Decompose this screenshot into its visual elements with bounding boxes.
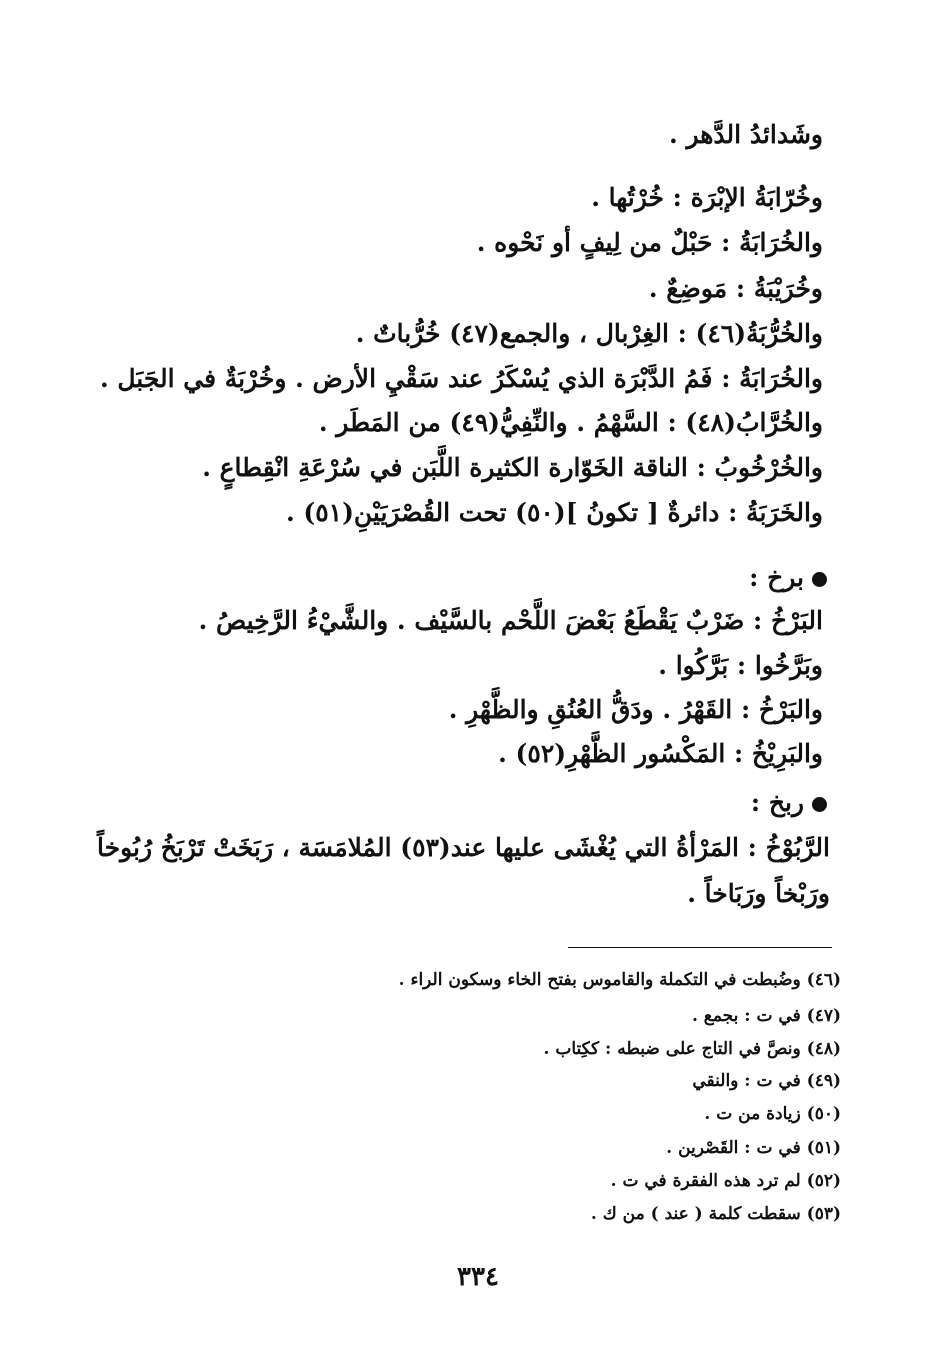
footnote-51: (٥١) في ت : القَصْرين .	[666, 1138, 841, 1158]
footnote-46: (٤٦) وضُبطت في التكملة والقاموس بفتح الخاء وسكون الراء .	[398, 970, 841, 990]
body-line-6: والخُرَابَةُ : فَمُ الدَّبْرَة الذي يُسْكَرُ عند سَقْيِ الأرض . وخُرْبَةٌ في الجَبَل .	[99, 364, 823, 393]
body-line-2: وخُرّابَةُ الإبْرَة : خُرْتُها .	[591, 183, 823, 212]
barkh-line-1: البَرْخُ : ضَرْبٌ يَقْطَعُ بَعْضَ اللَّحْم بالسَّيْف . والشَّيْءُ الرَّخِيصُ .	[198, 606, 823, 635]
footnote-divider	[568, 947, 832, 948]
barkh-line-2: وبَرَّخُوا : بَرَّكُوا .	[658, 651, 823, 680]
section-heading-rabkh-text: ربخ :	[750, 788, 804, 817]
barkh-line-4: والبَرِيْخُ : المَكْسُور الظَّهْرِ(٥٢) .	[498, 739, 823, 768]
footnote-50: (٥٠) زيادة من ت .	[704, 1104, 841, 1124]
body-line-4: وخُرَيْبَةُ : مَوضِعٌ .	[648, 274, 823, 303]
section-heading-barkh	[749, 561, 827, 595]
bullet-icon	[812, 797, 827, 812]
footnote-53: (٥٣) سقطت كلمة ( عند ) من ك .	[590, 1204, 841, 1224]
body-line-9: والخَرَبَةُ : دائرةٌ [ تكونُ ](٥٠) تحت القُصْرَيَيْنِ(٥١) .	[285, 498, 823, 527]
barkh-line-3: والبَرْخُ : القَهْرُ . ودَقُّ العُنُقِ والظَّهْرِ .	[448, 695, 823, 724]
rabkh-line-2: ورَبْخاً ورَبَاخاً .	[687, 879, 830, 908]
footnote-48: (٤٨) ونصَّ في التاج على ضبطه : ككِتاب .	[543, 1039, 841, 1059]
footnote-47: (٤٧) في ت : بجمع .	[691, 1006, 841, 1026]
body-line-7: والخُرَّابُ(٤٨) : السَّهْمُ . والنِّفِيُّ(٤٩) من المَطَر .	[318, 408, 823, 437]
body-line-8: والخُرْخُوبُ : الناقة الخَوّارة الكثيرة اللَّبَن في سُرْعَةِ انْقِطاعٍ .	[202, 453, 823, 482]
body-line-3: والخُرَابَةُ : حَبْلٌ من لِيفٍ أو نَحْوه .	[476, 228, 823, 257]
rabkh-line-1: الرَّبُوْخُ : المَرْأةُ التي يُغْشَى عليها عند(٥٣) المُلامَسَة ، رَبَخَتْ تَرْبَخُ رُبُوخاً	[97, 833, 830, 862]
page-number: ٣٣٤	[457, 1262, 499, 1292]
footnote-52: (٥٢) لم ترد هذه الفقرة في ت .	[610, 1171, 841, 1191]
section-heading-barkh-text: برخ :	[749, 563, 804, 592]
body-line-5: والخُرُّبَةُ(٤٦) : الغِرْبال ، والجمع(٤٧) خُرُّباتٌ .	[355, 319, 823, 348]
bullet-icon	[812, 572, 827, 587]
section-heading-rabkh	[751, 786, 827, 820]
footnote-49: (٤٩) في ت : والنقي	[692, 1071, 841, 1091]
body-line-1: وشَدائدُ الدَّهر .	[669, 120, 823, 149]
